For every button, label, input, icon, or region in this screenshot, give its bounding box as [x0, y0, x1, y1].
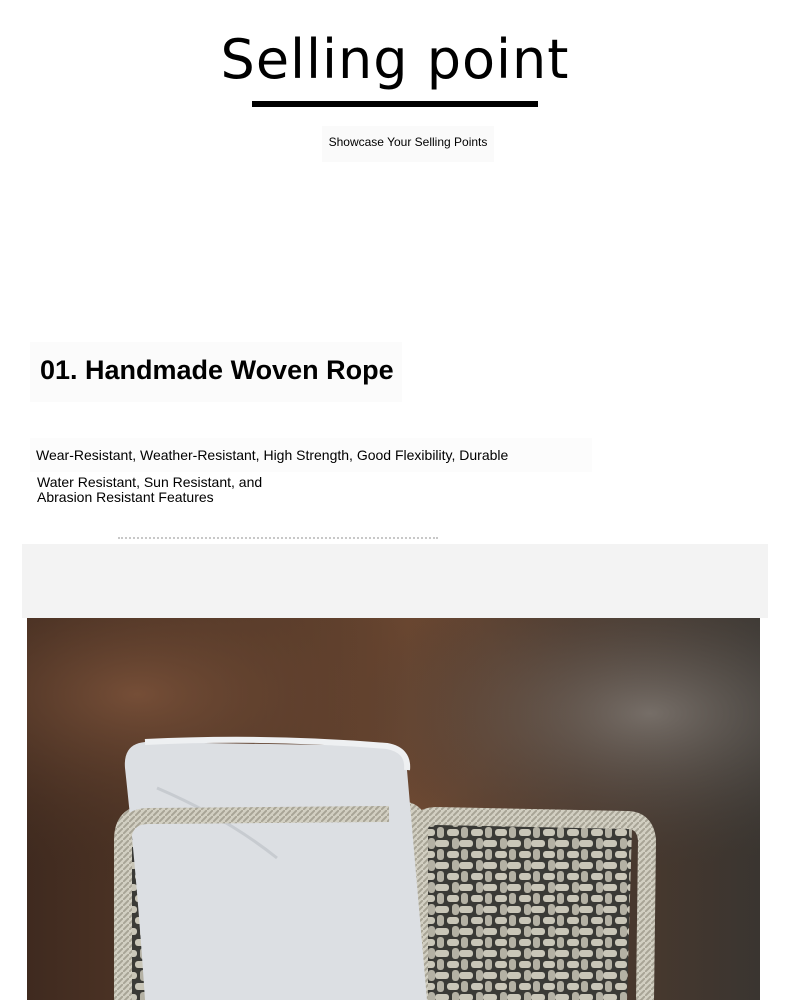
page-subtitle: Showcase Your Selling Points	[322, 126, 494, 162]
page-title: Selling point	[220, 28, 570, 91]
woven-chair-illustration	[27, 618, 760, 1000]
feature-description-secondary: Water Resistant, Sun Resistant, and Abrasion Resistant Features	[37, 474, 263, 505]
product-photo	[27, 618, 760, 1000]
feature-description-primary: Wear-Resistant, Weather-Resistant, High Strength, Good Flexibility, Durable	[36, 447, 509, 463]
title-underline	[252, 101, 538, 107]
image-top-band	[22, 544, 768, 618]
faded-text-remnant	[118, 533, 438, 547]
feature-heading: 01. Handmade Woven Rope	[40, 355, 394, 385]
